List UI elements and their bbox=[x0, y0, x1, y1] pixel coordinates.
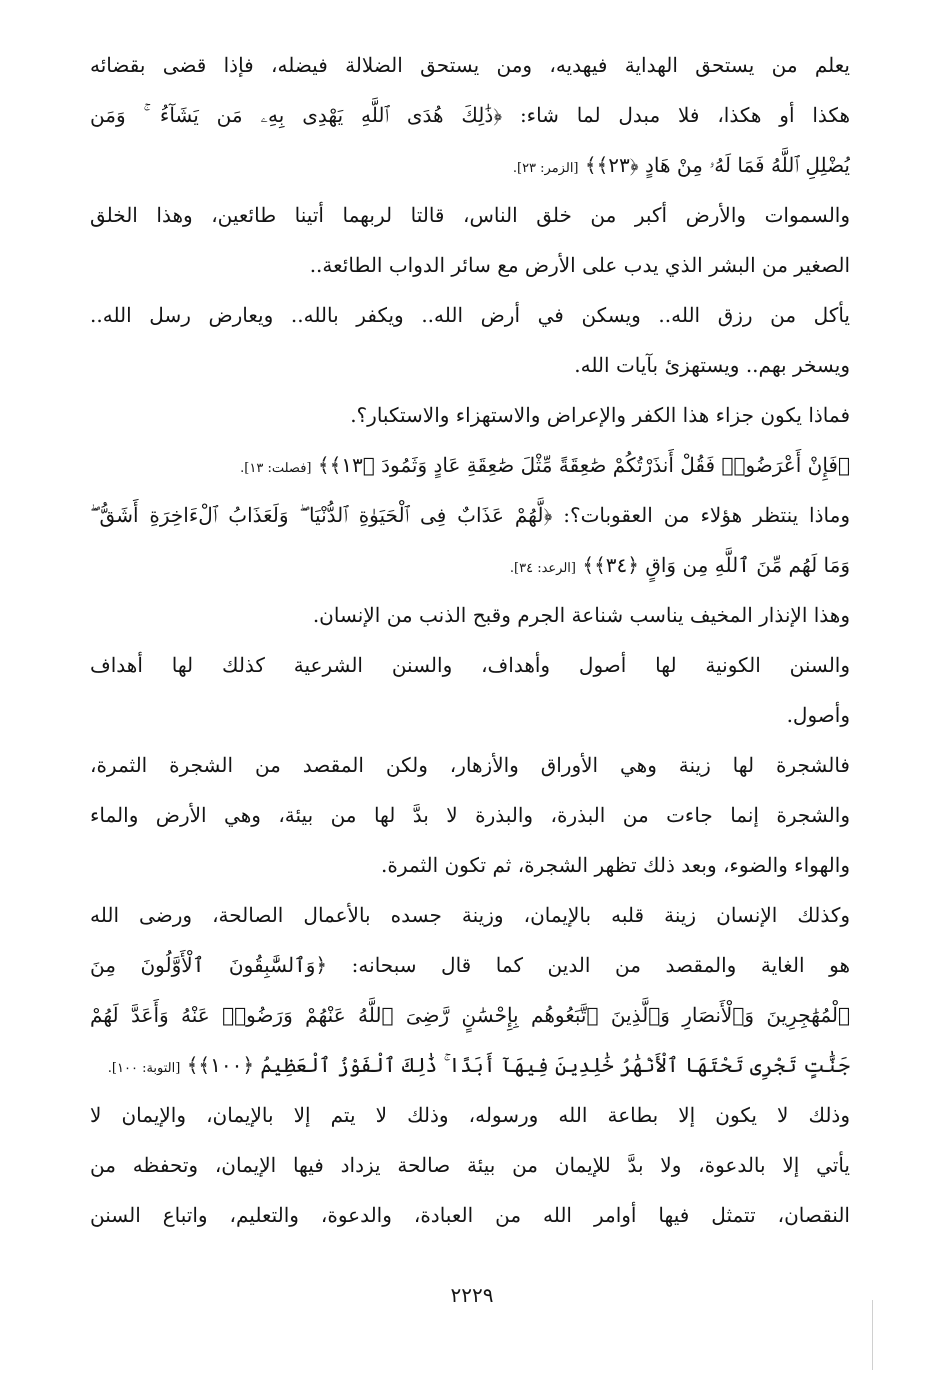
text-line: يأكل من رزق الله.. ويسكن في أرض الله.. ويكفر بالله.. ويعارض رسل الله.. bbox=[90, 303, 850, 327]
verse-reference: [الزمر: ٢٣]. bbox=[512, 161, 579, 176]
text-line: ويسخر بهم.. ويستهزئ بآيات الله. bbox=[574, 353, 850, 377]
verse-reference: [الرعد: ٣٤]. bbox=[509, 561, 576, 576]
text-line: ٱلْمُهَٰجِرِينَ وَٱلْأَنصَارِ وَٱلَّذِينَ ٱتَّبَعُوهُم بِإِحْسَٰنٍ رَّضِىَ ٱللَّهُ عَنْهُمْ وَرَضُوا۟ عَنْهُ وَأَعَدَّ لَهُمْ bbox=[90, 1003, 850, 1027]
text-line: وكذلك الإنسان زينة قلبه بالإيمان، وزينة جسده بالأعمال الصالحة، ورضى الله bbox=[90, 903, 850, 927]
body-text bbox=[90, 40, 850, 1240]
text-line: والشجرة إنما جاءت من البذرة، والبذرة لا بدَّ لها من بيئة، وهي الأرض والماء bbox=[90, 803, 850, 827]
verse-reference: [فصلت: ١٣]. bbox=[240, 461, 312, 476]
text-line: وذلك لا يكون إلا بطاعة الله ورسوله، وذلك لا يتم إلا بالإيمان، والإيمان لا bbox=[90, 1103, 850, 1127]
text-line: هو الغاية والمقصد من الدين كما قال سبحانه: ﴿وَٱلسَّٰبِقُونَ ٱلْأَوَّلُونَ مِنَ bbox=[90, 953, 850, 977]
text-line: فالشجرة لها زينة وهي الأوراق والأزهار، ولكن المقصد من الشجرة الثمرة، bbox=[90, 753, 850, 777]
text-line: والهواء والضوء، وبعد ذلك تظهر الشجرة، ثم تكون الثمرة. bbox=[381, 853, 850, 877]
page-number: ٢٢٢٩ bbox=[450, 1283, 494, 1307]
text-line: الصغير من البشر الذي يدب على الأرض مع سائر الدواب الطائعة.. bbox=[309, 253, 850, 277]
text-line: ﴿فَإِنْ أَعْرَضُوا۟ فَقُلْ أَنذَرْتُكُمْ صَٰعِقَةً مِّثْلَ صَٰعِقَةِ عَادٍ وَثَمُودَ ﴿١٣﴾﴾ [فصلت: ١٣]. bbox=[240, 453, 850, 477]
text-line: فماذا يكون جزاء هذا الكفر والإعراض والاستهزاء والاستكبار؟. bbox=[350, 403, 850, 427]
verse-reference: [التوبة: ١٠٠]. bbox=[107, 1061, 181, 1076]
text-line: يُضْلِلِ ٱللَّهُ فَمَا لَهُۥ مِنْ هَادٍ ﴿٢٣﴾﴾ [الزمر: ٢٣]. bbox=[512, 153, 850, 177]
text-line: يأتي إلا بالدعوة، ولا بدَّ للإيمان من بيئة صالحة يزداد فيها الإيمان، وتحفظه من bbox=[90, 1153, 850, 1177]
text-line: وماذا ينتظر هؤلاء من العقوبات؟: ﴿لَّهُمْ عَذَابٌ فِى ٱلْحَيَوٰةِ ٱلدُّنْيَا ۖ وَلَعَذَابُ ٱلْءَاخِرَةِ أَشَقُّ ۖ bbox=[90, 503, 850, 527]
text-line: والسنن الكونية لها أصول وأهداف، والسنن الشرعية كذلك لها أهداف bbox=[90, 653, 850, 677]
text-line: والسموات والأرض أكبر من خلق الناس، قالتا لربهما أتينا طائعين، وهذا الخلق bbox=[90, 203, 850, 227]
text-line: النقصان، تتمثل فيها أوامر الله من العبادة، والدعوة، والتعليم، واتباع السنن bbox=[90, 1203, 850, 1227]
text-line: هكذا أو هكذا، فلا مبدل لما شاء: ﴿ذَٰلِكَ هُدَى ٱللَّهِ يَهْدِى بِهِۦ مَن يَشَآءُ ۚ وَمَن bbox=[90, 103, 850, 127]
text-line: يعلم من يستحق الهداية فيهديه، ومن يستحق الضلالة فيضله، فإذا قضى بقضائه bbox=[90, 53, 850, 77]
text-line: وهذا الإنذار المخيف يناسب شناعة الجرم وقبح الذنب من الإنسان. bbox=[312, 603, 850, 627]
text-line: وأصول. bbox=[786, 703, 850, 727]
text-line: وَمَا لَهُم مِّنَ ٱللَّهِ مِن وَاقٍ ﴿٣٤﴾﴾ [الرعد: ٣٤]. bbox=[509, 553, 850, 577]
text-line: جَنَّٰتٍ تَجْرِى تَحْتَهَا ٱلْأَنْهَٰرُ خَٰلِدِينَ فِيهَآ أَبَدًا ۚ ذَٰلِكَ ٱلْفَوْزُ ٱلْعَظِيمُ ﴿١٠٠﴾﴾ [التوبة: ١٠٠]. bbox=[107, 1053, 850, 1077]
scan-artifact-line bbox=[872, 1300, 873, 1370]
